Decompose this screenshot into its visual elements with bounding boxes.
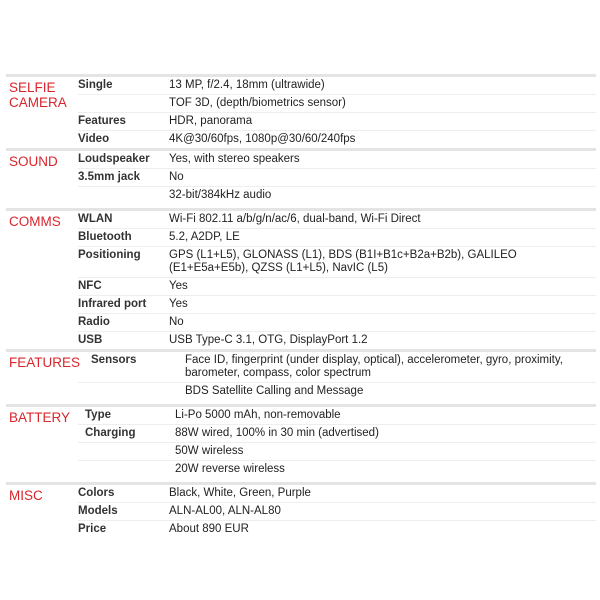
section-category: MISC bbox=[9, 488, 43, 503]
spec-value: Face ID, fingerprint (under display, optical), accelerometer, gyro, proximity, barometer, compass, color spectrum bbox=[185, 354, 563, 379]
spec-label: USB bbox=[78, 334, 103, 346]
section-rows bbox=[78, 151, 596, 204]
spec-label: Type bbox=[85, 409, 111, 421]
spec-row bbox=[78, 314, 596, 332]
spec-value: 5.2, A2DP, LE bbox=[169, 231, 240, 243]
section-category: FEATURES bbox=[9, 355, 81, 370]
spec-row bbox=[78, 95, 596, 113]
spec-value: 4K@30/60fps, 1080p@30/60/240fps bbox=[169, 133, 356, 145]
spec-label bbox=[78, 383, 185, 400]
spec-value: USB Type-C 3.1, OTG, DisplayPort 1.2 bbox=[169, 334, 368, 346]
section-category: COMMS bbox=[9, 214, 61, 229]
spec-row bbox=[78, 485, 596, 503]
spec-value: Wi-Fi 802.11 a/b/g/n/ac/6, dual-band, Wi-Fi Direct bbox=[169, 213, 421, 225]
section-category: SELFIE CAMERA bbox=[9, 80, 67, 110]
section-rows bbox=[78, 485, 596, 538]
spec-value: 20W reverse wireless bbox=[175, 463, 285, 475]
spec-label: Loudspeaker bbox=[78, 153, 150, 165]
spec-label: 3.5mm jack bbox=[78, 171, 141, 183]
spec-row bbox=[78, 113, 596, 131]
spec-value: Black, White, Green, Purple bbox=[169, 487, 311, 499]
section-rows bbox=[78, 77, 596, 148]
spec-label: WLAN bbox=[78, 213, 113, 225]
spec-value: ALN-AL00, ALN-AL80 bbox=[169, 505, 281, 517]
section-rows bbox=[78, 407, 596, 478]
spec-label: NFC bbox=[78, 280, 102, 292]
spec-label: Charging bbox=[85, 427, 136, 439]
spec-table bbox=[6, 74, 596, 538]
spec-row bbox=[78, 247, 596, 278]
spec-row bbox=[78, 77, 596, 95]
spec-row bbox=[78, 229, 596, 247]
spec-row bbox=[78, 407, 596, 425]
spec-row bbox=[78, 461, 596, 478]
spec-row bbox=[78, 443, 596, 461]
spec-value: Li-Po 5000 mAh, non-removable bbox=[175, 409, 341, 421]
section-selfie-camera bbox=[6, 74, 596, 148]
spec-row bbox=[78, 503, 596, 521]
spec-row bbox=[78, 521, 596, 538]
section-category: BATTERY bbox=[9, 410, 71, 425]
spec-row bbox=[78, 211, 596, 229]
spec-label: Sensors bbox=[91, 354, 137, 366]
spec-value: 50W wireless bbox=[175, 445, 244, 457]
section-battery bbox=[6, 404, 596, 478]
spec-value: TOF 3D, (depth/biometrics sensor) bbox=[169, 97, 346, 109]
spec-label bbox=[78, 461, 175, 478]
spec-label: Features bbox=[78, 115, 126, 127]
section-sound bbox=[6, 148, 596, 204]
spec-row bbox=[78, 187, 596, 204]
spec-value: Yes bbox=[169, 298, 188, 310]
spec-label: Colors bbox=[78, 487, 115, 499]
section-features bbox=[6, 349, 596, 400]
spec-row bbox=[78, 151, 596, 169]
spec-row bbox=[78, 296, 596, 314]
section-comms bbox=[6, 208, 596, 349]
spec-value: No bbox=[169, 316, 184, 328]
spec-row bbox=[78, 383, 596, 400]
spec-label bbox=[78, 95, 169, 112]
spec-label bbox=[78, 187, 169, 204]
spec-label: Video bbox=[78, 133, 110, 145]
spec-row bbox=[78, 278, 596, 296]
section-misc bbox=[6, 482, 596, 538]
spec-value: GPS (L1+L5), GLONASS (L1), BDS (B1I+B1c+B2a+B2b), GALILEO (E1+E5a+E5b), QZSS (L1+L5), NavIC (L5) bbox=[169, 249, 517, 274]
section-category: SOUND bbox=[9, 154, 58, 169]
spec-label: Positioning bbox=[78, 249, 141, 261]
spec-value: 13 MP, f/2.4, 18mm (ultrawide) bbox=[169, 79, 325, 91]
spec-row bbox=[78, 131, 596, 148]
spec-value: HDR, panorama bbox=[169, 115, 253, 127]
spec-label: Price bbox=[78, 523, 107, 535]
section-rows bbox=[78, 211, 596, 349]
spec-row bbox=[78, 352, 596, 383]
spec-value: About 890 EUR bbox=[169, 523, 249, 535]
spec-label: Radio bbox=[78, 316, 110, 328]
spec-label: Bluetooth bbox=[78, 231, 132, 243]
spec-value: BDS Satellite Calling and Message bbox=[185, 385, 364, 397]
spec-value: 88W wired, 100% in 30 min (advertised) bbox=[175, 427, 379, 439]
spec-label: Models bbox=[78, 505, 118, 517]
spec-row bbox=[78, 332, 596, 349]
spec-value: No bbox=[169, 171, 184, 183]
section-rows bbox=[78, 352, 596, 400]
spec-row bbox=[78, 425, 596, 443]
spec-value: Yes, with stereo speakers bbox=[169, 153, 300, 165]
spec-value: Yes bbox=[169, 280, 188, 292]
spec-label bbox=[78, 443, 175, 460]
spec-row bbox=[78, 169, 596, 187]
spec-label: Infrared port bbox=[78, 298, 147, 310]
spec-label: Single bbox=[78, 79, 113, 91]
spec-value: 32-bit/384kHz audio bbox=[169, 189, 272, 201]
